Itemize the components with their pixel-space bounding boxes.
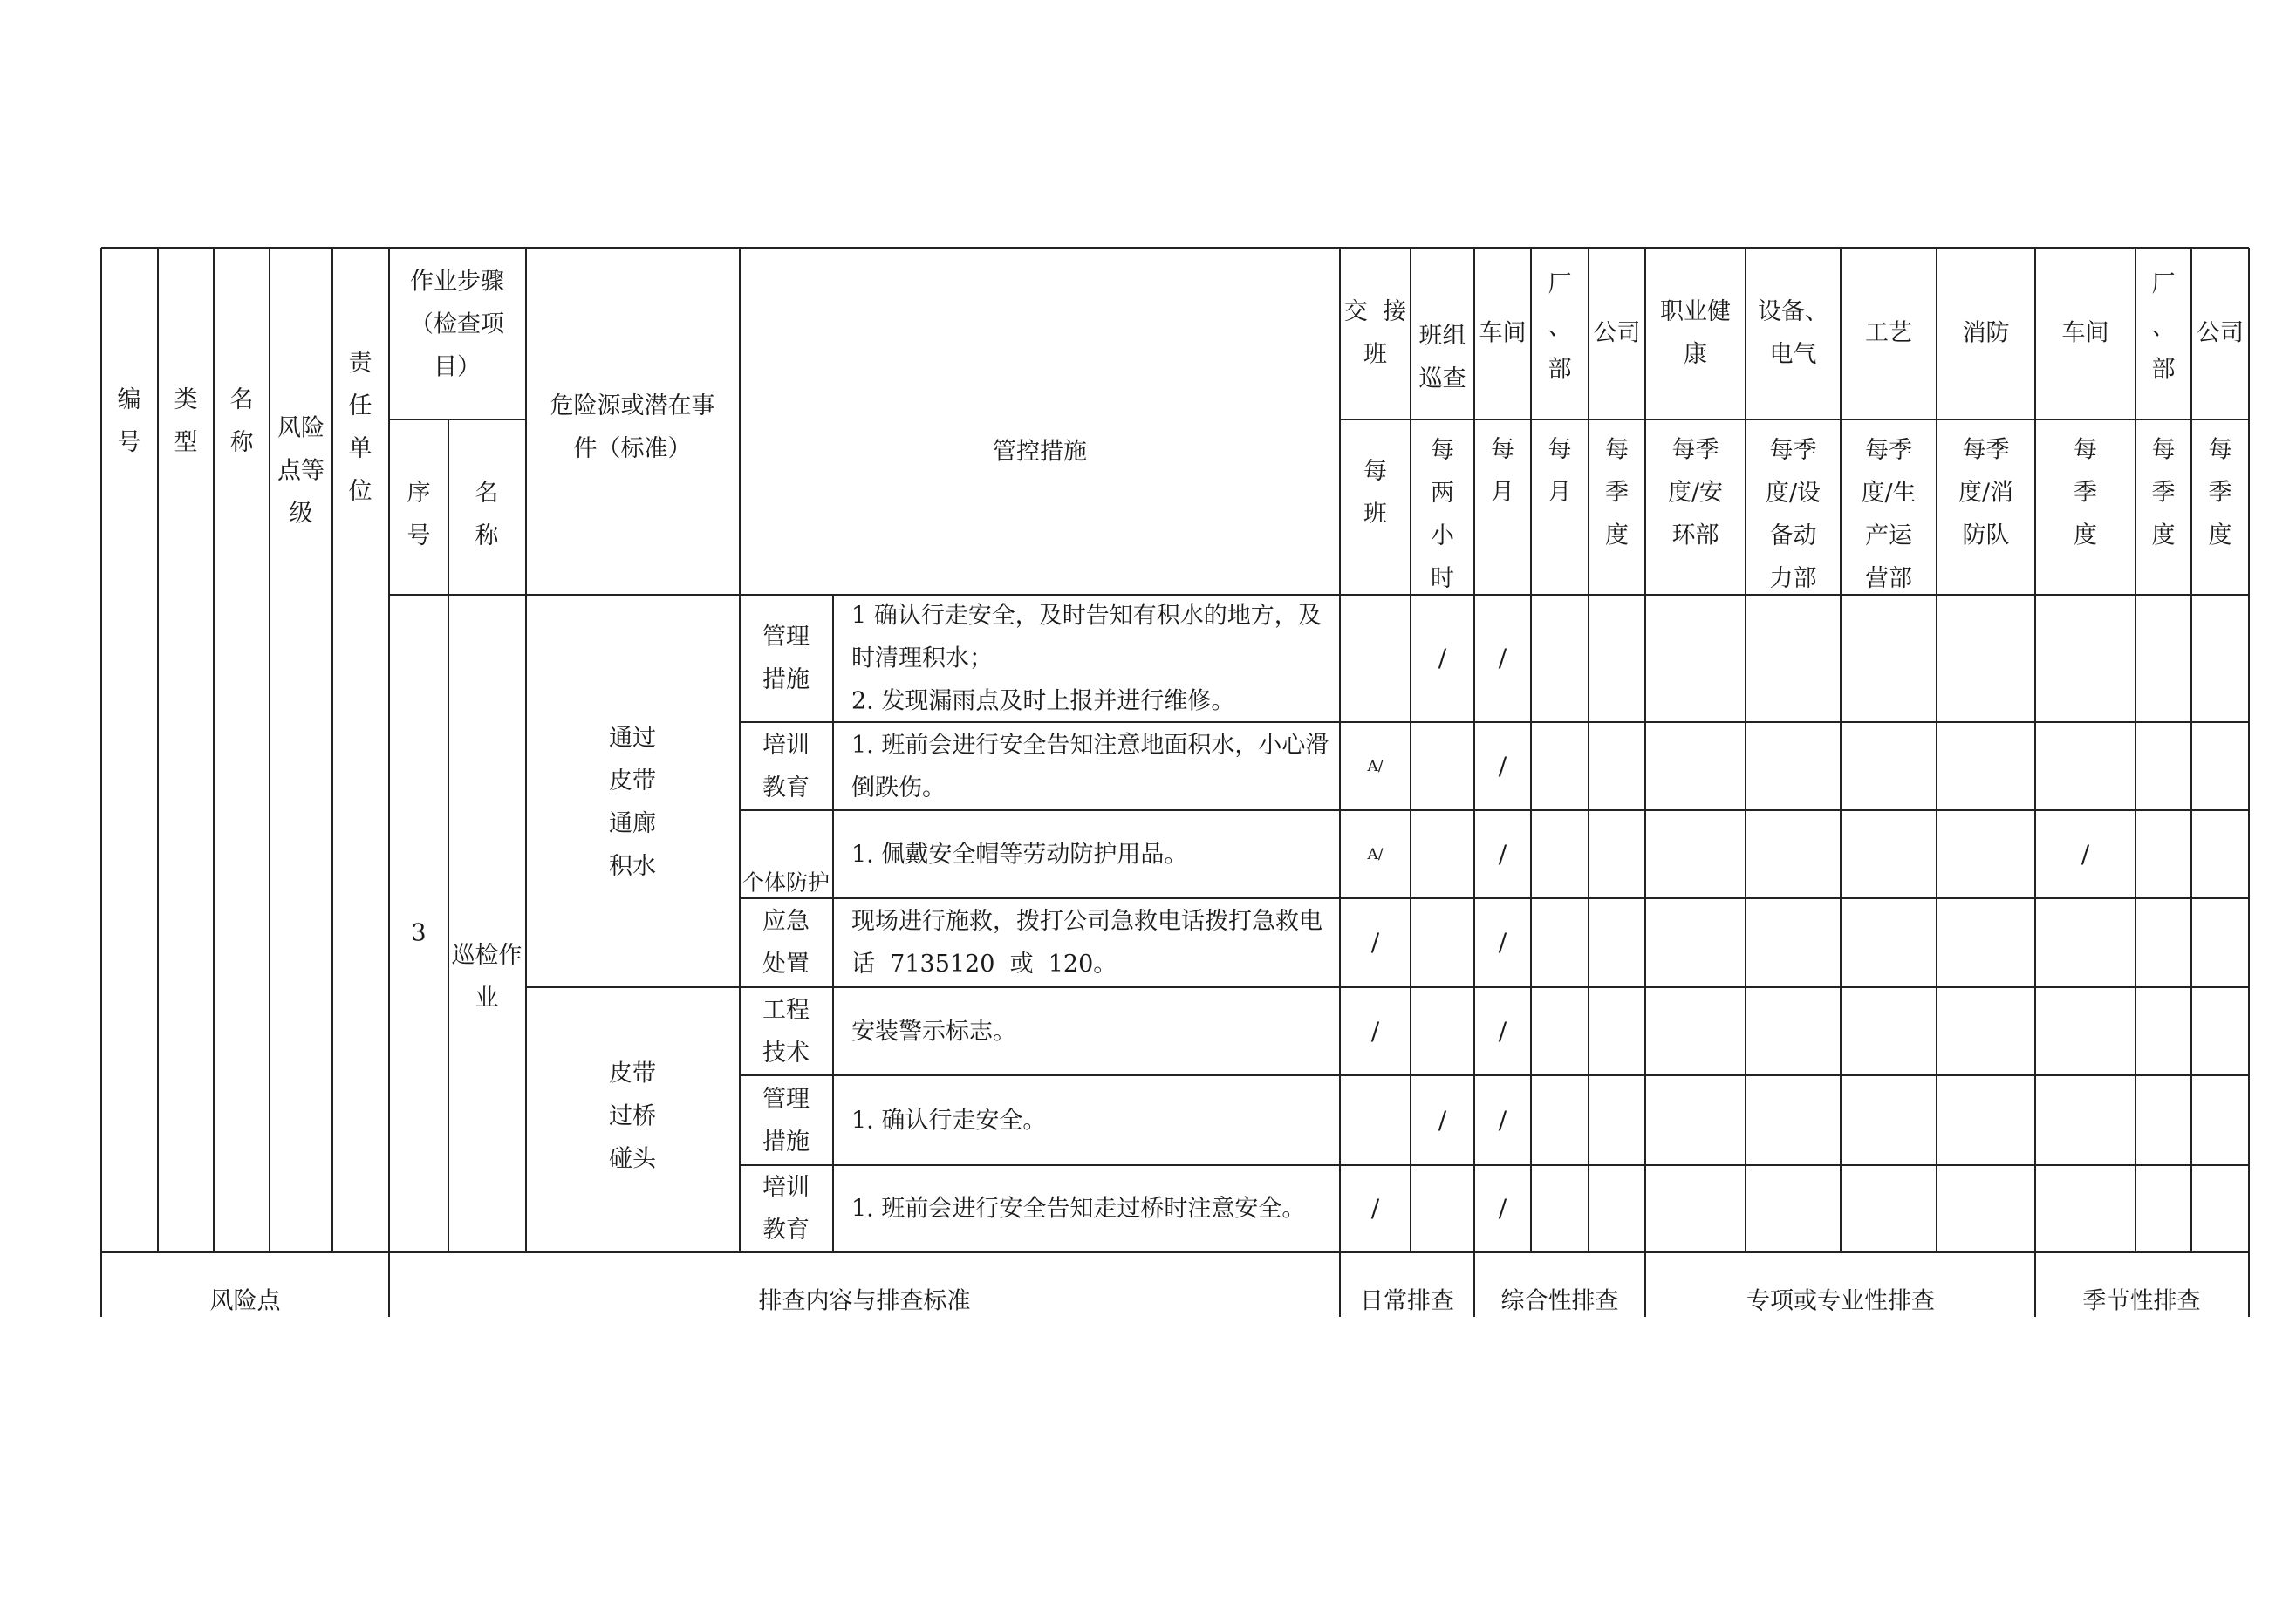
grid-line-v <box>100 248 102 1252</box>
measure-text: 1. 佩戴安全帽等劳动防护用品。 <box>851 841 1188 868</box>
footer-line-v <box>100 1252 102 1317</box>
header-hazard: 危险源或潜在事 件（标准） <box>550 392 715 462</box>
check-freq-7: 每季 度/生 产运 营部 <box>1861 437 1917 592</box>
footer-content: 排查内容与排查标准 <box>758 1287 971 1315</box>
grid-line-v <box>1745 248 1746 1252</box>
check-freq-10: 每 季 度 <box>2151 436 2176 549</box>
check-mark: / <box>1498 644 1507 672</box>
header-type: 类 型 <box>174 386 198 456</box>
header-steps: 作业步骤 （检查项 目） <box>410 268 504 381</box>
row-line <box>740 1164 2249 1166</box>
grid-line-v <box>1936 248 1937 1252</box>
check-mark: / <box>1438 1105 1447 1135</box>
measure-category: 管理 措施 <box>762 1085 810 1156</box>
header-risk-level: 风险 点等 级 <box>277 414 325 528</box>
measure-category: 培训 教育 <box>762 731 810 801</box>
check-mark: / <box>1498 1016 1507 1046</box>
check-freq-9: 每 季 度 <box>2074 436 2097 549</box>
hazard-cell: 皮带 过桥 碰头 <box>609 1060 656 1173</box>
row-line <box>740 809 2249 811</box>
measure-text: 1. 班前会进行安全告知注意地面积水，小心滑 倒跌伤。 <box>851 731 1329 801</box>
grid-line-v <box>1473 248 1475 1252</box>
measure-category: 工程 技术 <box>762 996 810 1067</box>
steps-subheader-line <box>389 419 526 420</box>
row-seq: 3 <box>411 919 427 947</box>
grid-line-v <box>2248 248 2250 1252</box>
check-mark-small: A/ <box>1367 845 1384 863</box>
check-mark-small: A/ <box>1367 757 1384 775</box>
grid-line-v <box>1339 248 1341 1252</box>
measure-category: 个体防护 <box>741 869 830 896</box>
check-freq-2: 每 月 <box>1491 436 1514 506</box>
check-who-11: 公司 <box>2197 319 2244 347</box>
check-mark: / <box>1438 644 1447 672</box>
check-mark: / <box>1370 1016 1380 1046</box>
check-who-0: 交 接 班 <box>1343 298 1407 368</box>
check-freq-1: 每 两 小 时 <box>1431 437 1454 592</box>
category-separator-line <box>832 595 834 1252</box>
checks-subheader-line <box>1340 419 2249 420</box>
measure-text: 1. 班前会进行安全告知走过桥时注意安全。 <box>851 1195 1306 1223</box>
grid-line-v <box>2135 248 2136 1252</box>
measure-text: 1. 确认行走安全。 <box>851 1107 1047 1134</box>
header-measures: 管控措施 <box>993 438 1087 466</box>
measure-category: 培训 教育 <box>762 1174 810 1244</box>
footer-line-v <box>2034 1252 2036 1317</box>
grid-line-v <box>157 248 159 1252</box>
footer-daily: 日常排查 <box>1360 1287 1454 1315</box>
grid-line-v <box>1530 248 1532 1252</box>
check-who-6: 设备、 电气 <box>1758 298 1828 368</box>
table-body-bottom-line <box>101 1251 2249 1253</box>
grid-line-v <box>1588 248 1589 1252</box>
check-mark: / <box>1498 1194 1507 1223</box>
check-mark: / <box>1370 1194 1380 1223</box>
header-name: 名 称 <box>229 386 254 456</box>
check-freq-5: 每季 度/安 环部 <box>1667 436 1724 549</box>
grid-line-v <box>448 419 449 1252</box>
header-resp-unit: 责 任 单 位 <box>348 350 372 505</box>
check-who-4: 公司 <box>1593 319 1641 347</box>
check-mark: / <box>1498 928 1507 957</box>
grid-line-v <box>739 248 741 1252</box>
footer-line-v <box>1644 1252 1646 1317</box>
check-freq-8: 每季 度/消 防队 <box>1958 436 2014 549</box>
hazard-cell: 通过 皮带 通廊 积水 <box>609 725 656 880</box>
header-seq: 序 号 <box>407 480 431 549</box>
footer-line-v <box>388 1252 390 1317</box>
header-id: 编 号 <box>117 386 141 456</box>
grid-line-v <box>2034 248 2036 1252</box>
check-freq-6: 每季 度/设 备动 力部 <box>1765 437 1821 592</box>
grid-line-v <box>2190 248 2192 1252</box>
check-freq-11: 每 季 度 <box>2208 436 2232 549</box>
check-who-5: 职业健 康 <box>1660 298 1731 368</box>
check-freq-0: 每 班 <box>1363 458 1387 528</box>
grid-line-v <box>1840 248 1842 1252</box>
grid-line-v <box>269 248 270 1252</box>
grid-line-v <box>525 248 527 1252</box>
check-who-7: 工艺 <box>1865 319 1912 347</box>
check-mark: / <box>1370 928 1380 957</box>
measure-text: 1 确认行走安全，及时告知有积水的地方，及 时清理积水； 2. 发现漏雨点及时上报并进行维修。 <box>851 602 1322 715</box>
check-freq-3: 每 月 <box>1548 436 1572 506</box>
check-freq-4: 每 季 度 <box>1605 436 1629 549</box>
grid-line-v <box>1644 248 1646 1252</box>
check-who-1: 班组 巡查 <box>1418 323 1466 392</box>
grid-line-v <box>1410 248 1411 1252</box>
measure-text: 安装警示标志。 <box>851 1018 1016 1045</box>
grid-line-v <box>213 248 215 1252</box>
footer-seasonal: 季节性排查 <box>2082 1287 2201 1315</box>
footer-line-v <box>1339 1252 1341 1317</box>
check-mark: / <box>1498 751 1507 781</box>
check-who-8: 消防 <box>1962 319 2010 347</box>
footer-line-v <box>1473 1252 1475 1317</box>
measure-text: 现场进行施救，拨打公司急救电话拨打急救电 话 7135120 或 120。 <box>851 908 1322 978</box>
row-line <box>740 897 2249 899</box>
footer-line-v <box>2248 1252 2250 1317</box>
check-mark: / <box>2081 839 2090 869</box>
check-mark: / <box>1498 1105 1507 1135</box>
footer-comprehensive: 综合性排查 <box>1500 1287 1619 1315</box>
grid-line-v <box>331 248 333 1252</box>
table-top-border <box>101 247 2249 249</box>
measure-category: 管理 措施 <box>762 624 810 693</box>
footer-special: 专项或专业性排查 <box>1746 1287 1935 1315</box>
header-step-name: 名 称 <box>475 480 499 549</box>
check-mark: / <box>1498 839 1507 869</box>
measure-category: 应急 处置 <box>762 908 810 978</box>
footer-risk-point: 风险点 <box>209 1287 281 1315</box>
grid-line-v <box>388 248 390 1252</box>
row-line <box>740 1074 2249 1076</box>
check-who-9: 车间 <box>2061 319 2109 347</box>
check-who-10: 厂 、 部 <box>2151 270 2176 384</box>
check-who-3: 厂 、 部 <box>1548 270 1572 384</box>
check-who-2: 车间 <box>1479 319 1527 347</box>
row-step-name: 巡检作 业 <box>451 942 523 1012</box>
